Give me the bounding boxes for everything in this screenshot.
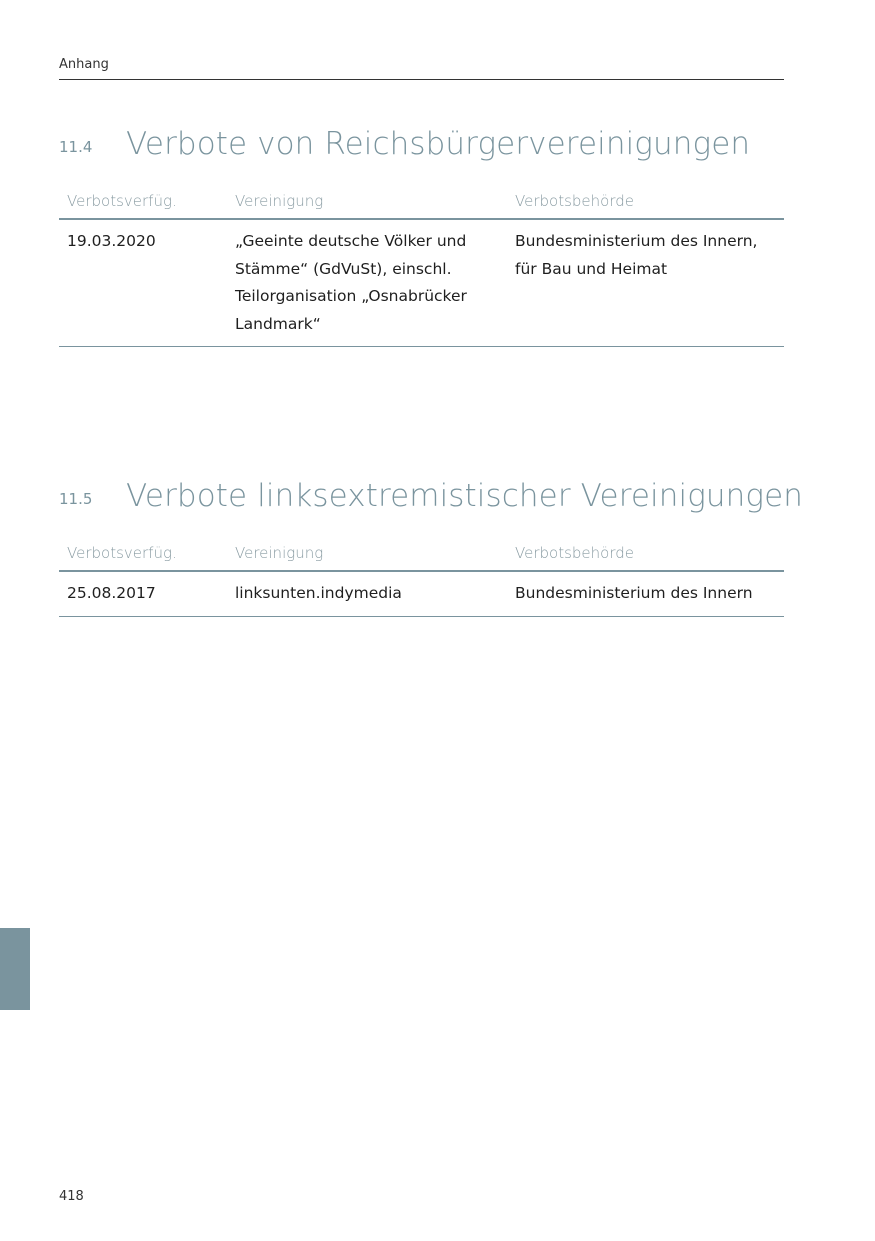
section-linksextremistisch: [59, 464, 804, 617]
header-rule: [59, 79, 784, 80]
table-row: [59, 572, 784, 617]
cell-authority: Bundesministerium des Innern, für Bau und Heimat: [515, 232, 758, 278]
column-header-authority: Verbotsbehörde: [515, 544, 634, 562]
section-number: 11.5: [59, 490, 93, 508]
column-header-association: Vereinigung: [235, 544, 324, 562]
section-heading: [59, 112, 784, 162]
table-header-row: [59, 192, 784, 220]
table-header-row: [59, 544, 784, 572]
section-reichsbuerger: [59, 112, 784, 347]
section-number: 11.4: [59, 138, 93, 156]
table-row: [59, 220, 784, 347]
cell-date: 19.03.2020: [67, 232, 156, 250]
cell-association: linksunten.indymedia: [235, 584, 402, 602]
column-header-date: Verbotsverfüg.: [67, 192, 177, 210]
cell-date: 25.08.2017: [67, 584, 156, 602]
running-head: Anhang: [59, 57, 109, 72]
column-header-date: Verbotsverfüg.: [67, 544, 177, 562]
page-number: 418: [59, 1189, 84, 1204]
section-heading: [59, 464, 804, 514]
column-header-association: Vereinigung: [235, 192, 324, 210]
cell-association: „Geeinte deutsche Völker und Stämme“ (GdVuSt), einschl. Teilorganisation „Osnabrücker Landmark“: [235, 232, 467, 333]
section-title: Verbote von Reichsbürgervereinigungen: [126, 126, 751, 162]
column-header-authority: Verbotsbehörde: [515, 192, 634, 210]
section-title: Verbote linksextremistischer Vereinigungen: [126, 478, 804, 514]
bans-table: [59, 192, 784, 347]
bans-table: [59, 544, 784, 617]
cell-authority: Bundesministerium des Innern: [515, 584, 753, 602]
chapter-side-tab: [0, 928, 30, 1010]
